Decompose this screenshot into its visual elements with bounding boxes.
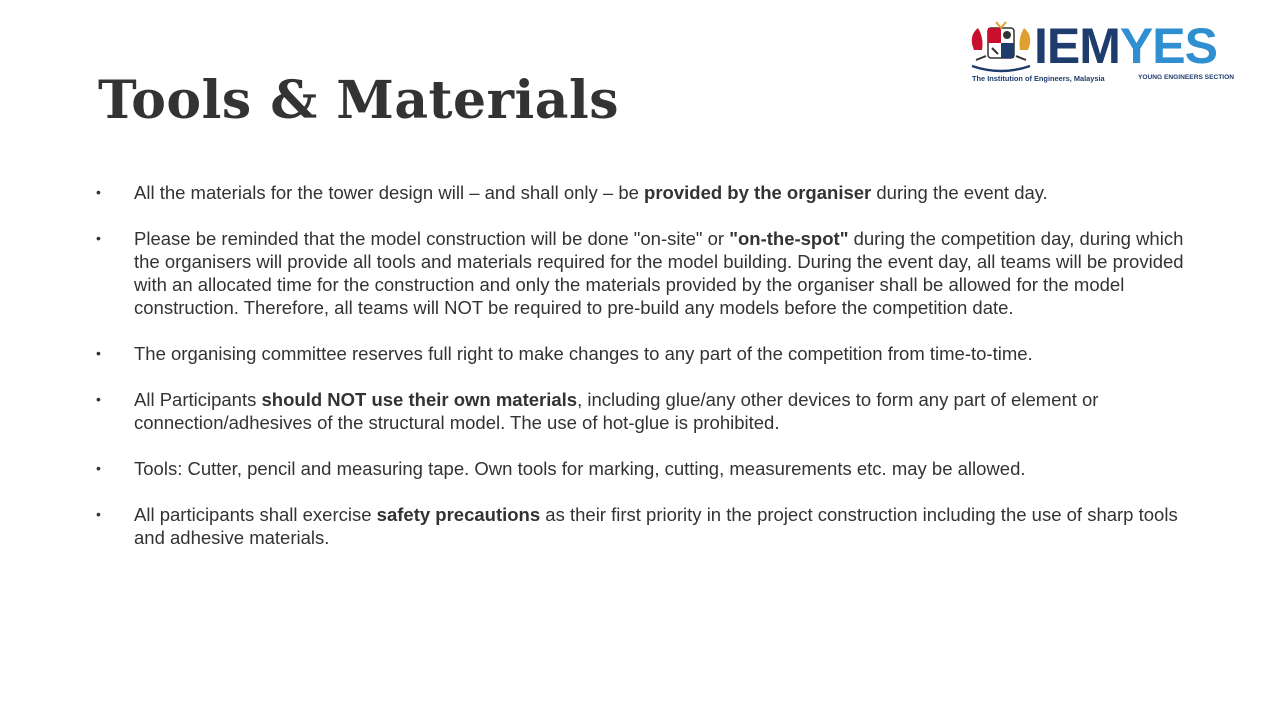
logo-subtitle-right: YOUNG ENGINEERS SECTION	[1138, 74, 1234, 81]
bullet-item	[96, 181, 1186, 204]
logo-wordmark	[1034, 18, 1217, 74]
bullet-text: All participants shall exercise safety precautions as their first priority in the project construction including the use of sharp tools and adhesive materials.	[134, 504, 1178, 548]
bullet-dot-icon: •	[96, 506, 101, 522]
bullet-text: Please be reminded that the model construction will be done "on-site" or "on-the-spot" during the competition day, during which the organisers will provide all tools and materials required for the model building. During the event day, all teams will be provided with an allocated time for the construction and only the materials provided by the organiser shall be allowed for the model construction. Therefore, all teams will NOT be required to pre-build any models before the competition date.	[134, 228, 1184, 318]
slide-title: Tools & Materials	[98, 70, 620, 131]
bullet-item	[96, 342, 1186, 365]
bullet-dot-icon: •	[96, 184, 101, 200]
bullet-item	[96, 388, 1186, 434]
logo-subtitle-left: The Institution of Engineers, Malaysia	[972, 74, 1105, 83]
iem-yes-logo	[962, 18, 1246, 86]
bullet-dot-icon: •	[96, 391, 101, 407]
bullet-text: Tools: Cutter, pencil and measuring tape. Own tools for marking, cutting, measurements etc. may be allowed.	[134, 458, 1026, 479]
bullet-item	[96, 457, 1186, 480]
bullet-text: All the materials for the tower design will – and shall only – be provided by the organiser during the event day.	[134, 182, 1048, 203]
logo-brand-accent: YES	[1119, 18, 1217, 74]
bullet-dot-icon: •	[96, 230, 101, 246]
bullet-text: The organising committee reserves full right to make changes to any part of the competition from time-to-time.	[134, 343, 1033, 364]
bullet-item	[96, 227, 1186, 319]
bullet-item	[96, 503, 1186, 549]
bullet-dot-icon: •	[96, 345, 101, 361]
bullet-list	[96, 181, 1186, 572]
iem-crest-icon	[966, 20, 1036, 76]
logo-brand-main: IEM	[1034, 18, 1120, 74]
bullet-dot-icon: •	[96, 460, 101, 476]
bullet-text: All Participants should NOT use their own materials, including glue/any other devices to form any part of element or connection/adhesives of the structural model. The use of hot-glue is prohibited.	[134, 389, 1099, 433]
